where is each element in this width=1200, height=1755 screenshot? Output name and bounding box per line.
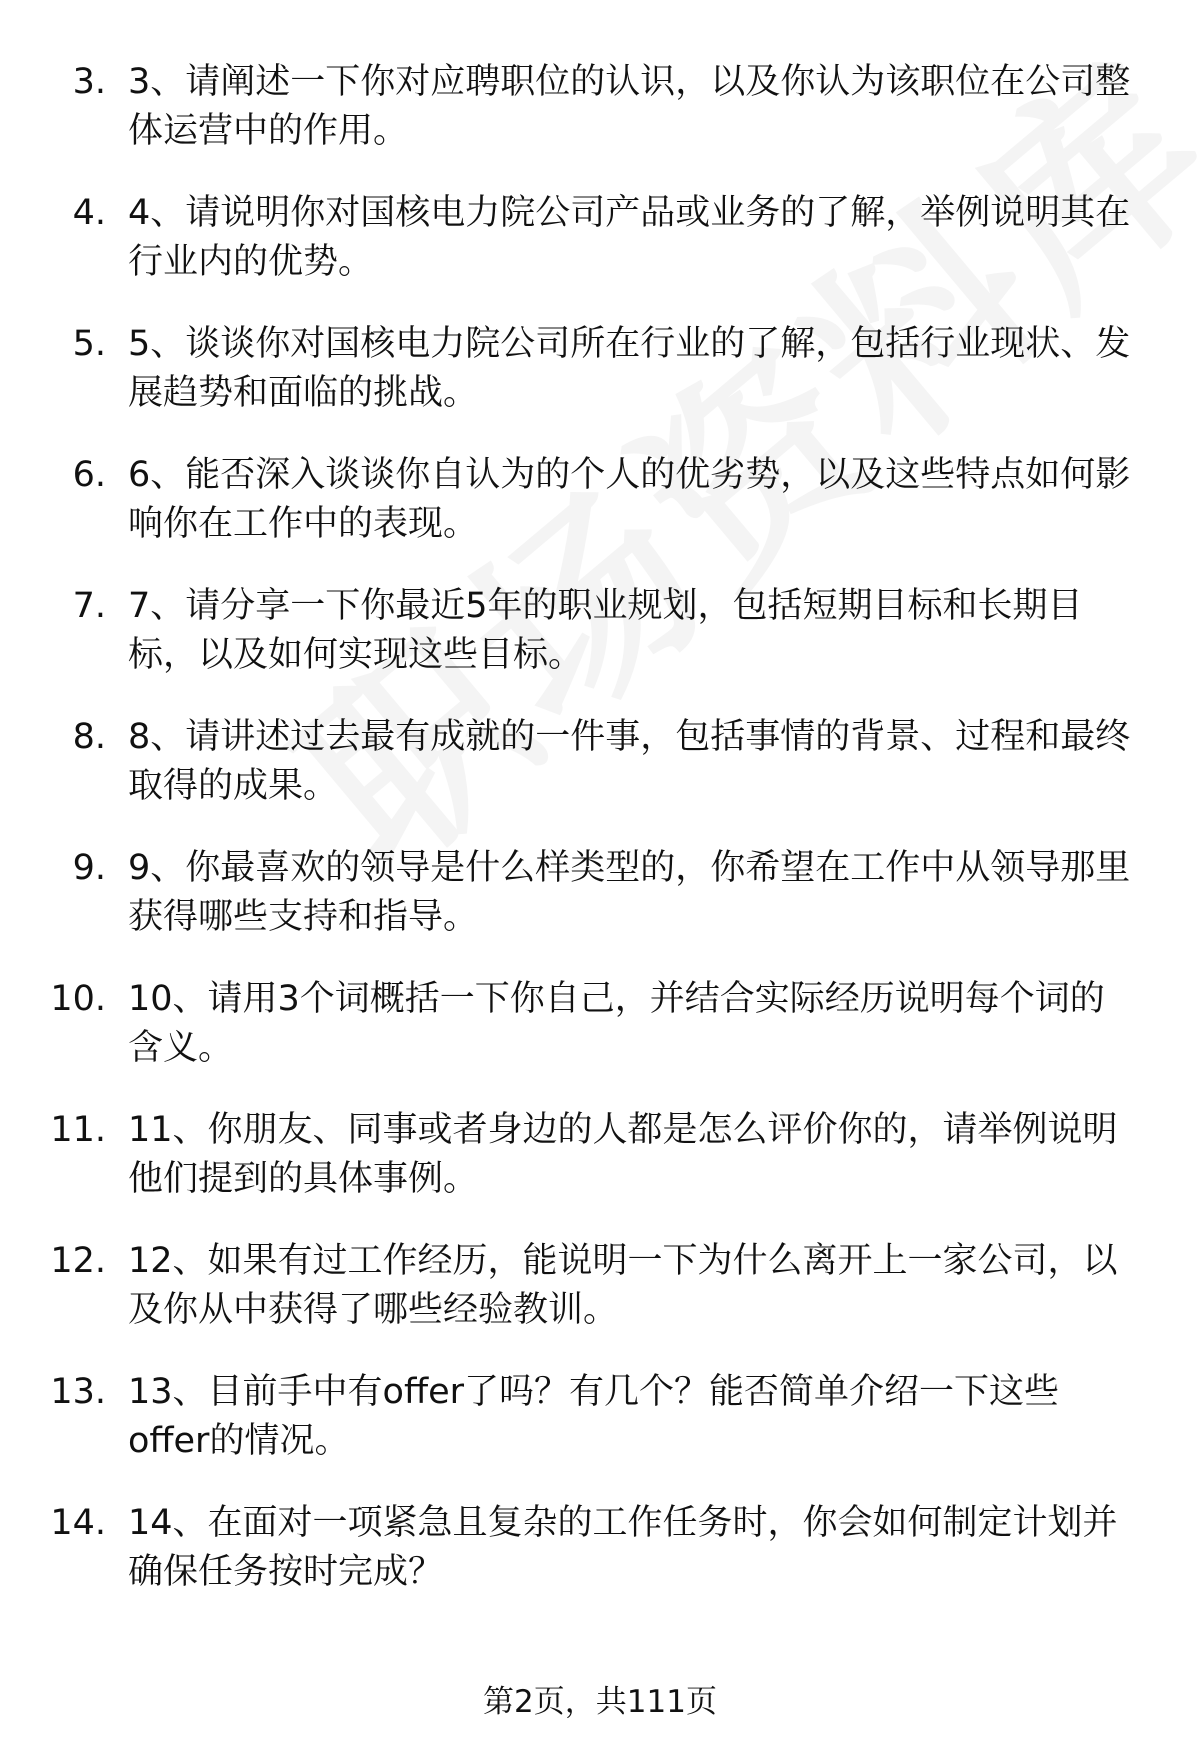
- list-item: [0, 582, 1200, 713]
- question-text-line-2: 展趋势和面临的挑战。: [128, 373, 479, 413]
- question-text-line-2: offer的情况。: [128, 1421, 350, 1461]
- item-number: 14.: [50, 1503, 106, 1543]
- question-text-line-2: 及你从中获得了哪些经验教训。: [128, 1290, 619, 1330]
- list-item: [0, 713, 1200, 844]
- list-item: [0, 1237, 1200, 1368]
- question-text-line-2: 获得哪些支持和指导。: [128, 897, 479, 937]
- question-text-line-1: 5、谈谈你对国核电力院公司所在行业的了解，包括行业现状、发: [128, 324, 1131, 364]
- list-item: [0, 451, 1200, 582]
- item-number: 11.: [50, 1110, 106, 1150]
- item-number: 10.: [50, 979, 106, 1019]
- question-text-line-2: 他们提到的具体事例。: [128, 1159, 479, 1199]
- question-text-line-1: 9、你最喜欢的领导是什么样类型的，你希望在工作中从领导那里: [128, 848, 1131, 888]
- item-number: 3.: [72, 62, 106, 102]
- list-item: [0, 58, 1200, 189]
- question-text-line-1: 4、请说明你对国核电力院公司产品或业务的了解，举例说明其在: [128, 193, 1131, 233]
- list-item: [0, 1106, 1200, 1237]
- question-list: [0, 58, 1200, 1630]
- item-number: 13.: [50, 1372, 106, 1412]
- question-text-line-1: 8、请讲述过去最有成就的一件事，包括事情的背景、过程和最终: [128, 717, 1131, 757]
- question-text-line-1: 11、你朋友、同事或者身边的人都是怎么评价你的，请举例说明: [128, 1110, 1118, 1150]
- list-item: [0, 320, 1200, 451]
- item-number: 12.: [50, 1241, 106, 1281]
- question-text-line-2: 取得的成果。: [128, 766, 339, 806]
- list-item: [0, 1368, 1200, 1499]
- page-indicator: 第2页，共111页: [483, 1684, 717, 1720]
- question-text-line-1: 3、请阐述一下你对应聘职位的认识，以及你认为该职位在公司整: [128, 62, 1131, 102]
- question-text-line-2: 确保任务按时完成？: [128, 1552, 444, 1592]
- question-text-line-2: 响你在工作中的表现。: [128, 504, 479, 544]
- item-number: 4.: [72, 193, 106, 233]
- question-text-line-2: 标，以及如何实现这些目标。: [128, 635, 584, 675]
- question-text-line-1: 13、目前手中有offer了吗？有几个？能否简单介绍一下这些: [128, 1372, 1059, 1412]
- question-text-line-2: 体运营中的作用。: [128, 111, 409, 151]
- question-text-line-1: 6、能否深入谈谈你自认为的个人的优劣势，以及这些特点如何影: [128, 455, 1131, 495]
- question-text-line-2: 行业内的优势。: [128, 242, 374, 282]
- question-text-line-1: 14、在面对一项紧急且复杂的工作任务时，你会如何制定计划并: [128, 1503, 1118, 1543]
- item-number: 8.: [72, 717, 106, 757]
- list-item: [0, 975, 1200, 1106]
- item-number: 6.: [72, 455, 106, 495]
- item-number: 9.: [72, 848, 106, 888]
- question-text-line-1: 10、请用3个词概括一下你自己，并结合实际经历说明每个词的: [128, 979, 1105, 1019]
- question-text-line-1: 12、如果有过工作经历，能说明一下为什么离开上一家公司，以: [128, 1241, 1118, 1281]
- item-number: 7.: [72, 586, 106, 626]
- item-number: 5.: [72, 324, 106, 364]
- question-text-line-2: 含义。: [128, 1028, 234, 1068]
- list-item: [0, 1499, 1200, 1630]
- question-text-line-1: 7、请分享一下你最近5年的职业规划，包括短期目标和长期目: [128, 586, 1083, 626]
- list-item: [0, 844, 1200, 975]
- list-item: [0, 189, 1200, 320]
